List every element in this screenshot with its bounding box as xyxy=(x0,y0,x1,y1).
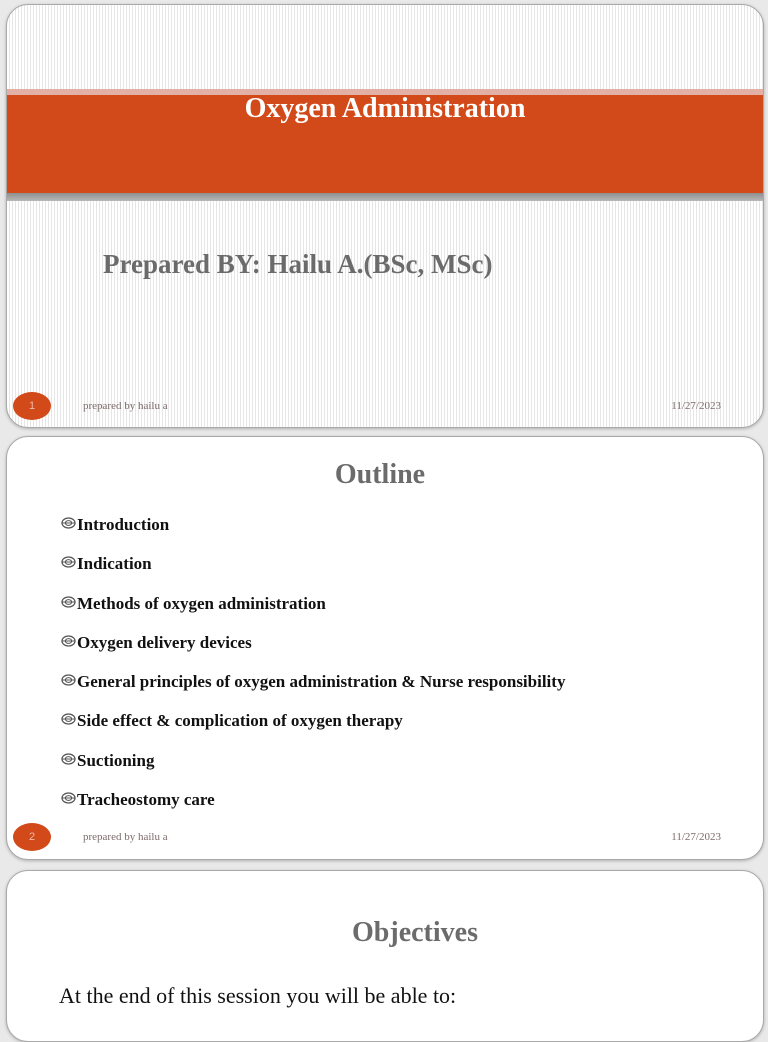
list-item-label: Oxygen delivery devices xyxy=(77,632,252,652)
bullet-icon xyxy=(61,635,76,647)
title-band-shadow xyxy=(7,193,763,201)
bullet-icon xyxy=(61,753,76,765)
bullet-icon xyxy=(61,556,76,568)
list-item-label: General principles of oxygen administration & Nurse responsibility xyxy=(77,672,566,692)
list-item-label: Methods of oxygen administration xyxy=(77,593,326,613)
outline-list xyxy=(61,515,565,829)
slide-3[interactable] xyxy=(6,870,764,1042)
list-item xyxy=(61,672,565,711)
slide-title-text: Outline xyxy=(334,459,426,490)
slide-title: Objectives xyxy=(352,917,478,948)
list-item xyxy=(61,594,565,633)
list-item xyxy=(61,790,565,829)
slide-number-badge: 1 xyxy=(13,392,51,420)
list-item-label: Suctioning xyxy=(77,750,155,770)
slide-title: Oxygen Administration xyxy=(244,93,526,124)
slide-number-badge: 2 xyxy=(13,823,51,851)
list-item xyxy=(61,515,565,554)
bullet-icon xyxy=(61,713,76,725)
list-item-label: Introduction xyxy=(77,515,170,534)
footer-date: 11/27/2023 xyxy=(671,400,721,412)
bullet-icon xyxy=(61,674,76,686)
list-item xyxy=(61,751,565,790)
list-item xyxy=(61,711,565,750)
bullet-icon xyxy=(61,517,76,529)
list-item-label: Side effect & complication of oxygen therapy xyxy=(77,711,403,731)
slide-2[interactable] xyxy=(6,436,764,860)
footer-date: 11/27/2023 xyxy=(671,831,721,843)
footer-author: prepared by hailu a xyxy=(83,831,168,843)
list-item xyxy=(61,633,565,672)
objectives-intro: At the end of this session you will be able to: xyxy=(59,983,457,1008)
list-item-label: Tracheostomy care xyxy=(77,790,215,810)
slide-title xyxy=(7,459,763,491)
list-item-label: Indication xyxy=(77,554,152,574)
slide-1[interactable] xyxy=(6,4,764,428)
list-item xyxy=(61,554,565,593)
presenter-subtitle: Prepared BY: Hailu A.(BSc, MSc) xyxy=(103,249,493,279)
bullet-icon xyxy=(61,596,76,608)
bullet-icon xyxy=(61,792,76,804)
footer-author: prepared by hailu a xyxy=(83,400,168,412)
